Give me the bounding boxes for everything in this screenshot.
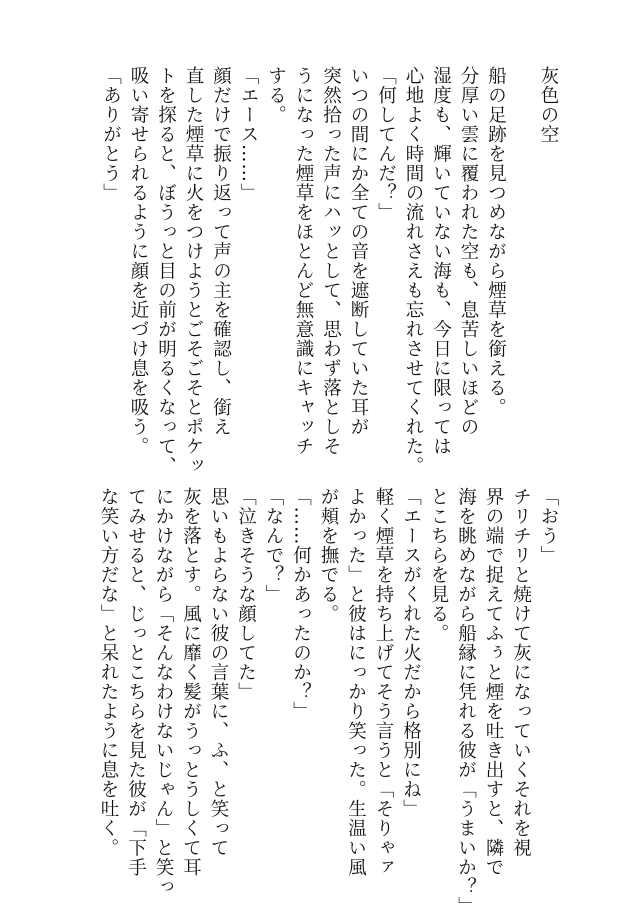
text-line: 吸い寄せられるように顔を近づけ息を吸う。 bbox=[128, 66, 149, 456]
text-line: 軽く煙草を持ち上げてそう言うと「そりゃァ bbox=[373, 487, 394, 877]
story-title: 灰色の空 bbox=[538, 66, 559, 144]
text-line: 「……何かあったのか？」 bbox=[290, 487, 312, 721]
text-line: 「泣きそうな顔してた」 bbox=[235, 487, 257, 702]
text-line: する。 bbox=[265, 66, 287, 125]
text-line: 灰を落とす。風に靡く髪がうっとうしくて耳 bbox=[180, 487, 202, 877]
text-line: 「ありがとう」 bbox=[100, 66, 122, 203]
text-line: 直した煙草に火をつけようとごそごそとポケッ bbox=[183, 66, 204, 476]
text-line: 思いもよらない彼の言葉に、ふ、と笑って bbox=[208, 487, 229, 858]
text-line: 船の足跡を見つめながら煙草を銜える。 bbox=[485, 66, 507, 417]
text-line: 分厚い雲に覆われた空も、息苦しいほどの bbox=[458, 66, 479, 437]
text-line: てみせると、じっとこちらを見た彼が「下手 bbox=[125, 487, 147, 877]
text-line: にかけながら「そんなわけないじゃん」と笑っ bbox=[153, 487, 174, 897]
text-line: 海を眺めながら船縁に凭れる彼が「うまいか？」 bbox=[455, 487, 477, 916]
text-line: 顔だけで振り返って声の主を確認し、銜え bbox=[210, 66, 232, 437]
text-line: な笑い方だな」と呆れたように息を吐く。 bbox=[98, 487, 119, 858]
text-line: 「何してんだ？」 bbox=[375, 66, 397, 222]
text-line: 湿度も、輝いていない海も、今日に限っては bbox=[430, 66, 452, 456]
text-line: 界の端で捉えてふぅと煙を吐き出すと、隣で bbox=[483, 487, 504, 877]
bottom-text-block bbox=[95, 487, 563, 916]
text-line: とこちらを見る。 bbox=[428, 487, 449, 643]
top-text-block bbox=[97, 66, 562, 476]
text-line: 「おう」 bbox=[538, 487, 559, 565]
text-line: が頬を撫でる。 bbox=[318, 487, 339, 624]
text-line: よかった」と彼はにっかり笑った。生温い風 bbox=[345, 487, 367, 877]
text-line: 「エース……」 bbox=[238, 66, 259, 203]
text-line: いつの間にか全ての音を遮断していた耳が bbox=[348, 66, 369, 437]
text-line: チリチリと焼けて灰になっていくそれを視 bbox=[510, 487, 532, 858]
text-line: うになった煙草をほとんど無意識にキャッチ bbox=[293, 66, 314, 456]
text-line: 「エースがくれた火だから格別にね」 bbox=[400, 487, 422, 819]
text-line: 突然拾った声にハッとして、思わず落としそ bbox=[320, 66, 342, 456]
text-line: 心地よく時間の流れさえも忘れさせてくれた。 bbox=[403, 66, 424, 476]
text-line: 「なんで？」 bbox=[263, 487, 284, 604]
text-line: トを探ると、ぼうっと目の前が明るくなって、 bbox=[155, 66, 177, 476]
